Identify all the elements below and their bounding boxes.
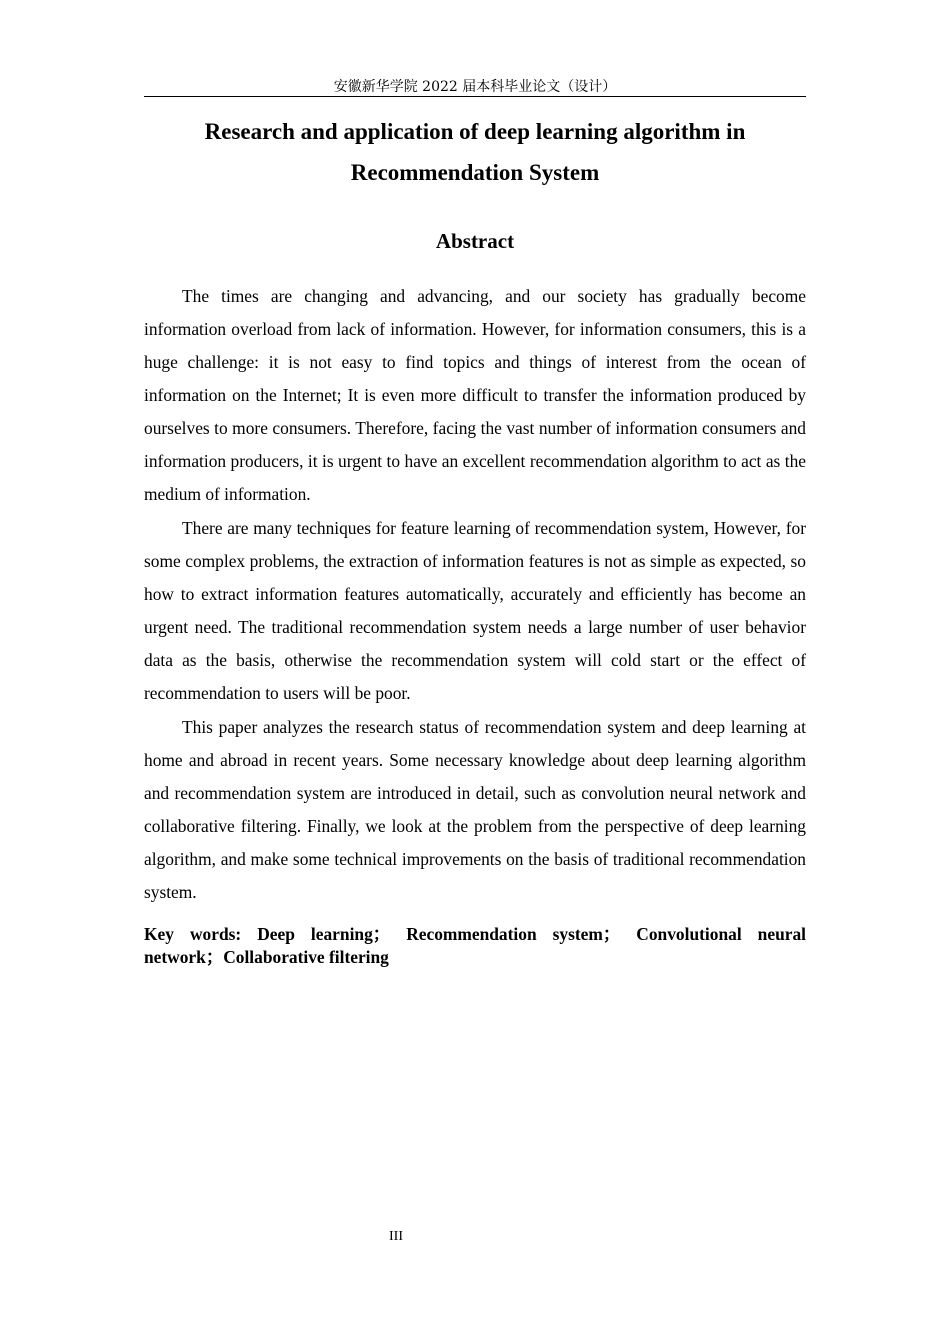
abstract-heading: Abstract [435,229,515,253]
header-rule [144,96,806,97]
keywords-line: Key words: Deep learning； Recommendation system； Convolutional neural network；Collaborative filtering [144,924,806,967]
running-header: 安徽新华学院 2022 届本科毕业论文（设计） [333,79,617,95]
abstract-paragraph-2: There are many techniques for feature learning of recommendation system, However, for some complex problems, the extraction of information features is not as simple as expected, so how to extract information features automatically, accurately and efficiently has become an urgent need. The traditional recommendation system needs a large number of user behavior data as the basis, otherwise the recommendation system will cold start or the effect of recommendation to users will be poor. [144,518,806,703]
paper-title: Research and application of deep learning algorithm in Recommendation System [204,119,746,185]
abstract-paragraph-1: The times are changing and advancing, and our society has gradually become information overload from lack of information. However, for information consumers, this is a huge challenge: it is not easy to find topics and things of interest from the ocean of information on the Internet; It is even more difficult to transfer the information produced by ourselves to more consumers. Therefore, facing the vast number of information consumers and information producers, it is urgent to have an excellent recommendation algorithm to act as the medium of information. [144,286,806,504]
abstract-body [144,280,806,909]
page-number: III [389,1229,403,1244]
abstract-paragraph-3: This paper analyzes the research status of recommendation system and deep learning at home and abroad in recent years. Some necessary knowledge about deep learning algorithm and recommendation system are introduced in detail, such as convolution neural network and collaborative filtering. Finally, we look at the problem from the perspective of deep learning algorithm, and make some technical improvements on the basis of traditional recommendation system. [144,717,806,902]
